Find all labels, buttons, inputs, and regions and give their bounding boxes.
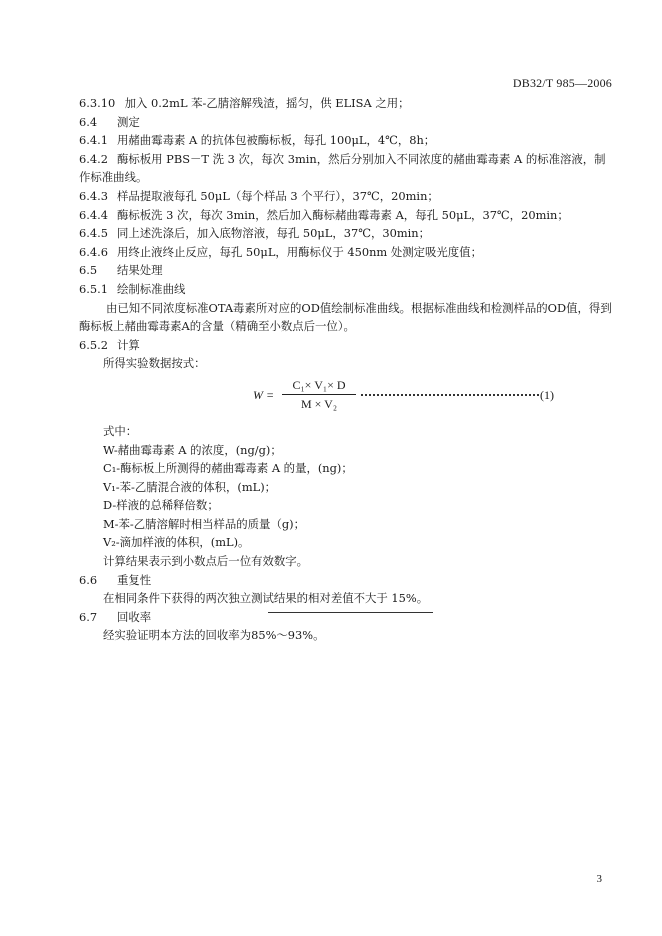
clause-number: 6.6 xyxy=(79,572,98,587)
clause-number: 6.4 xyxy=(79,114,98,129)
clause-6-3-10 xyxy=(79,94,603,113)
clause-6-7 xyxy=(79,608,603,627)
clause-6-6 xyxy=(79,571,603,590)
formula-1 xyxy=(79,376,603,418)
page-number: 3 xyxy=(596,873,602,885)
paragraph-text: 在相同条件下获得的两次独立测试结果的相对差值不大于 15%。 xyxy=(103,591,429,606)
clause-text: 样品提取液每孔 50μL（每个样品 3 个平行），37℃，20min； xyxy=(117,188,439,203)
definition-d xyxy=(79,496,603,515)
clause-text: 用终止液终止反应，每孔 50μL，用酶标仪于 450nm 处测定吸光度值； xyxy=(117,244,482,259)
clause-6-4-2 xyxy=(79,150,606,169)
definition-text: V₁-苯-乙腈混合液的体积，(mL)； xyxy=(103,479,277,494)
clause-text: 用赭曲霉毒素 A 的抗体包被酶标板，每孔 100μL，4℃，8h； xyxy=(117,133,436,148)
clause-text: 回收率 xyxy=(117,609,152,624)
document-body xyxy=(79,94,612,645)
definition-c1 xyxy=(79,459,603,478)
paragraph-text: 由已知不同浓度标准OTA毒素所对应的OD值绘制标准曲线。根据标准曲线和检测样品的OD值，得到 xyxy=(106,300,612,315)
where-label xyxy=(79,422,603,441)
paragraph-text: 式中： xyxy=(103,423,138,438)
formula-lhs: W = xyxy=(253,387,275,402)
definition-v2 xyxy=(79,533,603,552)
paragraph-text: 酶标板上赭曲霉毒素A的含量（精确至小数点后一位）。 xyxy=(79,319,355,334)
definition-text: C₁-酶标板上所测得的赭曲霉毒素 A 的量，(ng)； xyxy=(103,461,353,476)
clause-number: 6.4.4 xyxy=(79,207,108,222)
clause-text: 计算 xyxy=(117,337,140,352)
clause-number: 6.4.6 xyxy=(79,244,108,259)
definition-text: V₂-滴加样液的体积，(mL)。 xyxy=(103,535,250,550)
clause-6-4-5 xyxy=(79,224,603,243)
clause-number: 6.4.5 xyxy=(79,226,108,241)
formula-numerator: C₁× V₁× D xyxy=(292,377,346,392)
clause-6-4-1 xyxy=(79,131,603,150)
clause-text: 测定 xyxy=(117,114,140,129)
clause-6-4-2-continued xyxy=(79,168,603,187)
clause-text: 酶标板洗 3 次，每次 3min，然后加入酶标赭曲霉毒素 A，每孔 50μL，37℃，20min； xyxy=(117,207,569,222)
clause-number: 6.7 xyxy=(79,609,98,624)
paragraph-text: 计算结果表示到小数点后一位有效数字。 xyxy=(103,554,309,569)
clause-text: 重复性 xyxy=(117,572,152,587)
clause-6-5-1 xyxy=(79,280,603,299)
paragraph-text: 所得实验数据按式： xyxy=(103,356,206,371)
clause-6-5-2 xyxy=(79,336,603,355)
clause-6-4-6 xyxy=(79,243,603,262)
result-precision-note xyxy=(79,552,603,571)
clause-number: 6.5.2 xyxy=(79,337,108,352)
clause-text: 酶标板用 PBS－T 洗 3 次，每次 3min，然后分别加入不同浓度的赭曲霉毒素 A 的标准溶液，制 xyxy=(117,151,606,166)
paragraph-standard-curve-continued xyxy=(79,317,603,336)
definition-m xyxy=(79,515,603,534)
paragraph-recovery xyxy=(79,626,603,645)
clause-6-4-4 xyxy=(79,206,603,225)
clause-6-4-3 xyxy=(79,187,603,206)
clause-6-4 xyxy=(79,113,603,132)
end-of-document-rule xyxy=(268,612,433,613)
formula-denominator: M × V₂ xyxy=(300,396,338,411)
paragraph-text: 经实验证明本方法的回收率为85%～93%。 xyxy=(103,628,325,643)
formula-number: (1) xyxy=(540,387,554,402)
formula-fraction xyxy=(282,376,356,413)
clause-text: 同上述洗涤后，加入底物溶液，每孔 50μL，37℃，30min； xyxy=(117,226,431,241)
clause-number: 6.3.10 xyxy=(79,96,116,110)
definition-w xyxy=(79,441,603,460)
clause-number: 6.5 xyxy=(79,263,98,278)
clause-number: 6.5.1 xyxy=(79,281,108,296)
clause-number: 6.4.3 xyxy=(79,188,108,203)
definition-v1 xyxy=(79,478,603,497)
clause-number: 6.4.1 xyxy=(79,133,108,148)
formula-intro xyxy=(79,354,603,373)
clause-number: 6.4.2 xyxy=(79,151,108,166)
clause-6-5 xyxy=(79,261,603,280)
document-code: DB32/T 985—2006 xyxy=(512,76,612,90)
clause-text: 加入 0.2mL 苯-乙腈溶解残渣，摇匀，供 ELISA 之用； xyxy=(124,96,410,110)
paragraph-standard-curve xyxy=(79,299,612,318)
clause-text: 绘制标准曲线 xyxy=(117,281,186,296)
paragraph-repeatability xyxy=(79,589,603,608)
definition-text: M-苯-乙腈溶解时相当样品的质量（g)； xyxy=(103,516,305,531)
clause-text: 作标准曲线。 xyxy=(79,170,148,185)
formula-leader-dots xyxy=(361,388,539,396)
clause-text: 结果处理 xyxy=(117,263,163,278)
definition-text: W-赭曲霉毒素 A 的浓度，(ng/g)； xyxy=(103,442,282,457)
definition-text: D-样液的总稀释倍数； xyxy=(103,498,219,513)
